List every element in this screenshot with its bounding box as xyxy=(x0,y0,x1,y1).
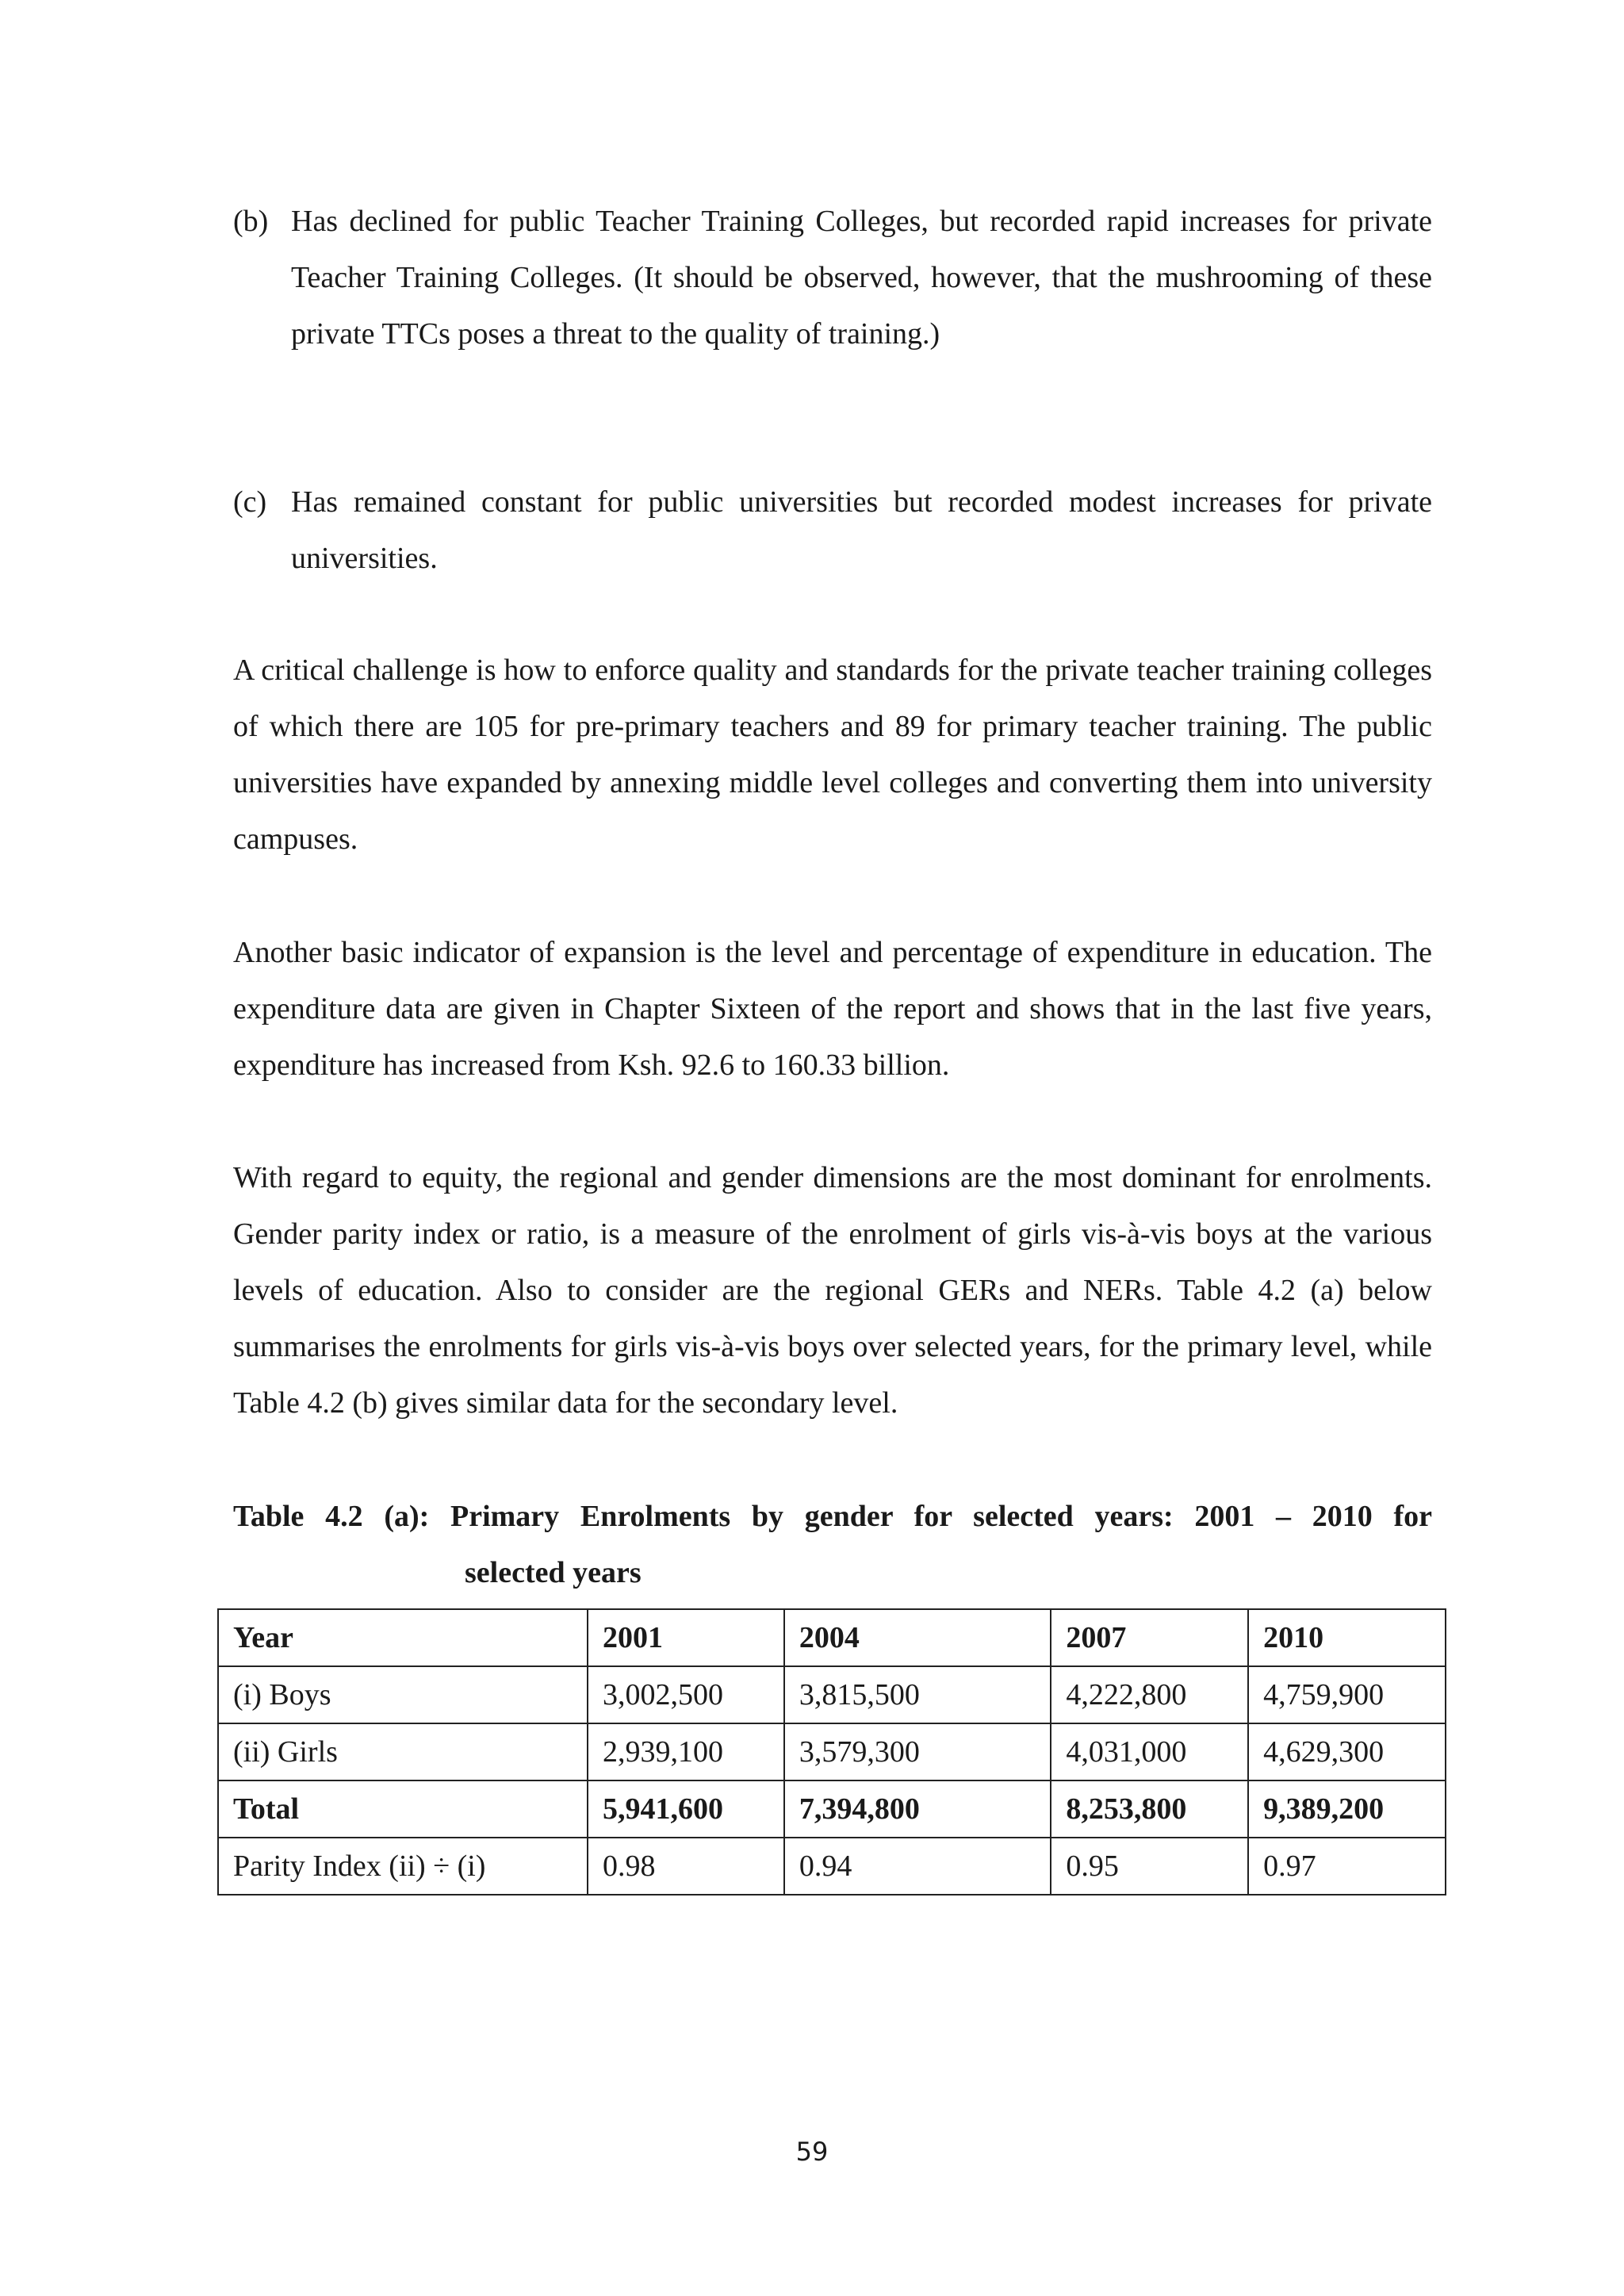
table-row-parity-index xyxy=(218,1838,1446,1895)
table-cell: 7,394,800 xyxy=(784,1780,1051,1838)
header-cell: 2007 xyxy=(1051,1609,1248,1666)
table-cell: (ii) Girls xyxy=(218,1723,588,1780)
table-header-row xyxy=(218,1609,1446,1666)
header-cell: 2001 xyxy=(588,1609,784,1666)
header-cell: Year xyxy=(218,1609,588,1666)
table-cell: 3,815,500 xyxy=(784,1666,1051,1723)
table-caption-line1: Table 4.2 (a): Primary Enrolments by gender for selected years: 2001 – 2010 for xyxy=(233,1500,1432,1533)
paragraph-equity: With regard to equity, the regional and gender dimensions are the most dominant for enrolments. Gender parity index or ratio, is a measure of the enrolment of girls vis-à-vis boys at the various levels of education. Also to consider are the regional GERs and NERs. Table 4.2 (a) below summarises the enrolments for girls vis-à-vis boys over selected years, for the primary level, while Table 4.2 (b) gives similar data for the secondary level. xyxy=(233,1161,1432,1420)
table-cell: 0.94 xyxy=(784,1838,1051,1895)
table-cell: 5,941,600 xyxy=(588,1780,784,1838)
header-cell: 2010 xyxy=(1248,1609,1446,1666)
table-cell: 0.95 xyxy=(1051,1838,1248,1895)
table-caption xyxy=(233,1489,1432,1601)
page-number: 59 xyxy=(795,2137,829,2167)
table-cell: 4,031,000 xyxy=(1051,1723,1248,1780)
table-cell: Total xyxy=(218,1780,588,1838)
table-row-boys xyxy=(218,1666,1446,1723)
table-row-girls xyxy=(218,1723,1446,1780)
table-cell: 9,389,200 xyxy=(1248,1780,1446,1838)
table-cell: 3,579,300 xyxy=(784,1723,1051,1780)
table-cell: 4,222,800 xyxy=(1051,1666,1248,1723)
list-item-text: Has declined for public Teacher Training Colleges, but recorded rapid increases for private Teacher Training Colleges. (It should be observed, however, that the mushrooming of these private TTCs poses a threat to the quality of training.) xyxy=(291,205,1432,351)
table-cell: 4,759,900 xyxy=(1248,1666,1446,1723)
table-cell: (i) Boys xyxy=(218,1666,588,1723)
paragraph-expenditure: Another basic indicator of expansion is the level and percentage of expenditure in education. The expenditure data are given in Chapter Sixteen of the report and shows that in the last five years, expenditure has increased from Ksh. 92.6 to 160.33 billion. xyxy=(233,936,1432,1082)
table-cell: Parity Index (ii) ÷ (i) xyxy=(218,1838,588,1895)
paragraph-quality-challenge: A critical challenge is how to enforce quality and standards for the private teacher training colleges of which there are 105 for pre-primary teachers and 89 for primary teacher training. The public universities have expanded by annexing middle level colleges and converting them into university campuses. xyxy=(233,654,1432,856)
header-cell: 2004 xyxy=(784,1609,1051,1666)
list-item-c xyxy=(233,474,1432,587)
enrolment-table xyxy=(217,1608,1446,1895)
list-item-text: Has remained constant for public universities but recorded modest increases for private universities. xyxy=(291,485,1432,575)
list-marker: (c) xyxy=(233,485,267,519)
table-cell: 8,253,800 xyxy=(1051,1780,1248,1838)
table-caption-line2: selected years xyxy=(465,1556,642,1589)
table-row-total xyxy=(218,1780,1446,1838)
table-cell: 4,629,300 xyxy=(1248,1723,1446,1780)
table-cell: 2,939,100 xyxy=(588,1723,784,1780)
table-cell: 0.98 xyxy=(588,1838,784,1895)
table-cell: 0.97 xyxy=(1248,1838,1446,1895)
list-marker: (b) xyxy=(233,205,269,238)
table-cell: 3,002,500 xyxy=(588,1666,784,1723)
list-item-b xyxy=(233,194,1432,362)
